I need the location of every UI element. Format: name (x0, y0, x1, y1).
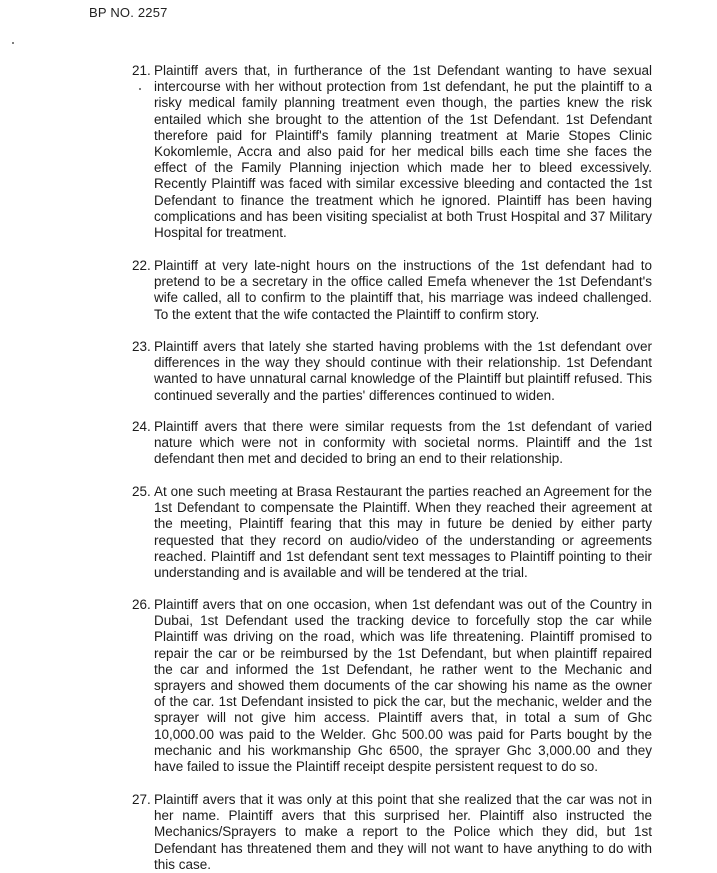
paragraph-number: 25. (132, 484, 151, 499)
paragraph-text: Plaintiff avers that there were similar requests from the 1st defendant of varied nature which were not in conformity with societal norms. Plaintiff and the 1st defendant then met and decided to bring an end to their relationship. (154, 419, 652, 467)
paragraph-text: Plaintiff avers that, in furtherance of the 1st Defendant wanting to have sexual intercourse with her without protection from 1st defendant, he put the plaintiff to a risky medical family planning treatment even though, the parties knew the risk entailed which she brought to the attention of the 1st Defendant. 1st Defendant therefore paid for Plaintiff's family planning treatment at Marie Stopes Clinic Kokomlemle, Accra and also paid for her medical bills each time she faces the effect of the Family Planning injection which made her to bleed excessively. Recently Plaintiff was faced with similar excessive bleeding and contacted the 1st Defendant to finance the treatment which he ignored. Plaintiff has been having complications and has been visiting specialist at both Trust Hospital and 37 Military Hospital for treatment. (154, 63, 652, 241)
paragraph-text: Plaintiff avers that on one occasion, when 1st defendant was out of the Country in Dubai, 1st Defendant used the tracking device to forcefully stop the car while Plaintiff was driving on the road, which was life threatening. Plaintiff promised to repair the car or be reimbursed by the 1st Defendant, but when plaintiff repaired the car and informed the 1st Defendant, he rather went to the Mechanic and sprayers and showed them documents of the car showing his name as the owner of the car. 1st Defendant insisted to pick the car, but the mechanic, welder and the sprayer will not give him access. Plaintiff avers that, in total a sum of Ghc 10,000.00 was paid to the Welder. Ghc 500.00 was paid for Parts bought by the mechanic and his workmanship Ghc 6500, the sprayer Ghc 3,000.00 and they have failed to issue the Plaintiff receipt despite persistent request to do so. (154, 597, 652, 775)
paragraph-number: 21. (132, 63, 151, 78)
paragraph-23 (132, 339, 652, 404)
paragraph-24 (132, 419, 652, 468)
paragraph-number: 24. (132, 419, 151, 434)
paragraph-25 (132, 484, 652, 581)
paragraph-26 (132, 597, 652, 775)
paragraph-number: 22. (132, 258, 151, 273)
paragraph-number: 26. (132, 597, 151, 612)
paragraph-number: 27. (132, 792, 151, 807)
paragraph-text: Plaintiff at very late-night hours on the instructions of the 1st defendant had to pretend to be a secretary in the office called Emefa whenever the 1st Defendant's wife called, all to confirm to the plaintiff that, his marriage was indeed challenged. To the extent that the wife contacted the Plaintiff to confirm story. (154, 258, 652, 322)
paragraph-22 (132, 258, 652, 323)
bp-number-header: BP NO. 2257 (89, 5, 168, 20)
paragraph-text: Plaintiff avers that lately she started having problems with the 1st defendant over differences in the way they should continue with their relationship. 1st Defendant wanted to have unnatural carnal knowledge of the Plaintiff but plaintiff refused. This continued severally and the parties' differences continued to widen. (154, 339, 652, 403)
paragraph-text: Plaintiff avers that it was only at this point that she realized that the car was not in her name. Plaintiff avers that this surprised her. Plaintiff also instructed the Mechanics/Sprayers to make a report to the Police which they did, but 1st Defendant has threatened them and they will not want to have anything to do with this case. (154, 792, 652, 872)
scan-speck (12, 42, 14, 44)
paragraph-number: 23. (132, 339, 151, 354)
paragraph-27 (132, 792, 652, 873)
paragraph-21 (132, 63, 652, 241)
paragraph-text: At one such meeting at Brasa Restaurant the parties reached an Agreement for the 1st Defendant to compensate the Plaintiff. When they reached their agreement at the meeting, Plaintiff fearing that this may in future be denied by either party requested that they record on audio/video of the understanding or agreements reached. Plaintiff and 1st defendant sent text messages to Plaintiff pointing to their understanding and is available and will be tendered at the trial. (154, 484, 652, 581)
